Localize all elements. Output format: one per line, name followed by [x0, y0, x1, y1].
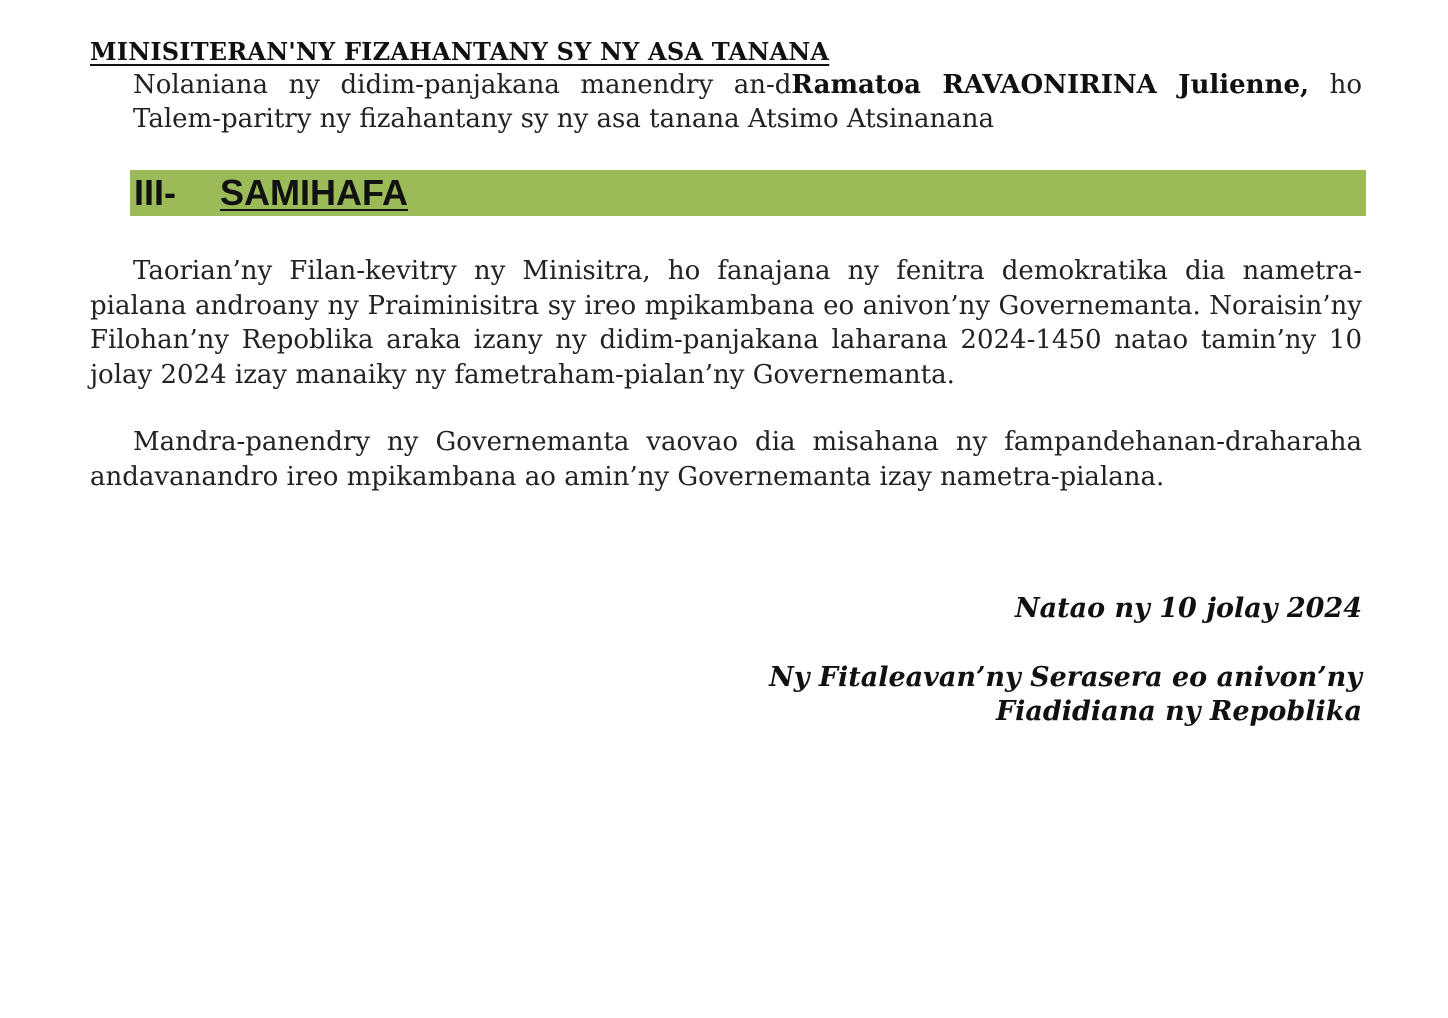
signature-block: [90, 661, 1362, 729]
signature-line-2: Fiadidiana ny Repoblika: [995, 696, 1362, 727]
section-heading-bar: [130, 170, 1366, 216]
appointment-text: [133, 68, 1362, 136]
appointment-prefix: Nolaniana ny didim-panjakana manendry an-d: [133, 70, 792, 100]
appointment-suffix: ho Talem-paritry ny fizahantany sy ny asa tanana Atsimo Atsinanana: [133, 70, 1362, 134]
signature-date: Natao ny 10 jolay 2024: [1014, 593, 1362, 624]
document-page: [90, 36, 1362, 729]
paragraph-resignation: Taorian’ny Filan-kevitry ny Minisitra, ho fanajana ny fenitra demokratika dia nametra-pialana androany ny Praiminisitra sy ireo mpikambana eo anivon’ny Governemanta. Noraisin’ny Filohan’ny Repoblika araka izany ny didim-panjakana laharana 2024-1450 natao tamin’ny 10 jolay 2024 izay manaiky ny fametraham-pialan’ny Governemanta.: [90, 256, 1362, 390]
paragraph-interim: Mandra-panendry ny Governemanta vaovao dia misahana ny fampandehanan-draharaha andavanandro ireo mpikambana ao amin’ny Governemanta izay nametra-pialana.: [90, 427, 1362, 492]
section-number: III-: [134, 172, 176, 213]
signature-line-1: Ny Fitaleavan’ny Serasera eo anivon’ny: [769, 662, 1362, 693]
section-title: SAMIHAFA: [220, 172, 408, 213]
ministry-heading: MINISITERAN'NY FIZAHANTANY SY NY ASA TANANA: [90, 37, 830, 66]
appointee-name: Ramatoa RAVAONIRINA Julienne,: [791, 70, 1310, 100]
